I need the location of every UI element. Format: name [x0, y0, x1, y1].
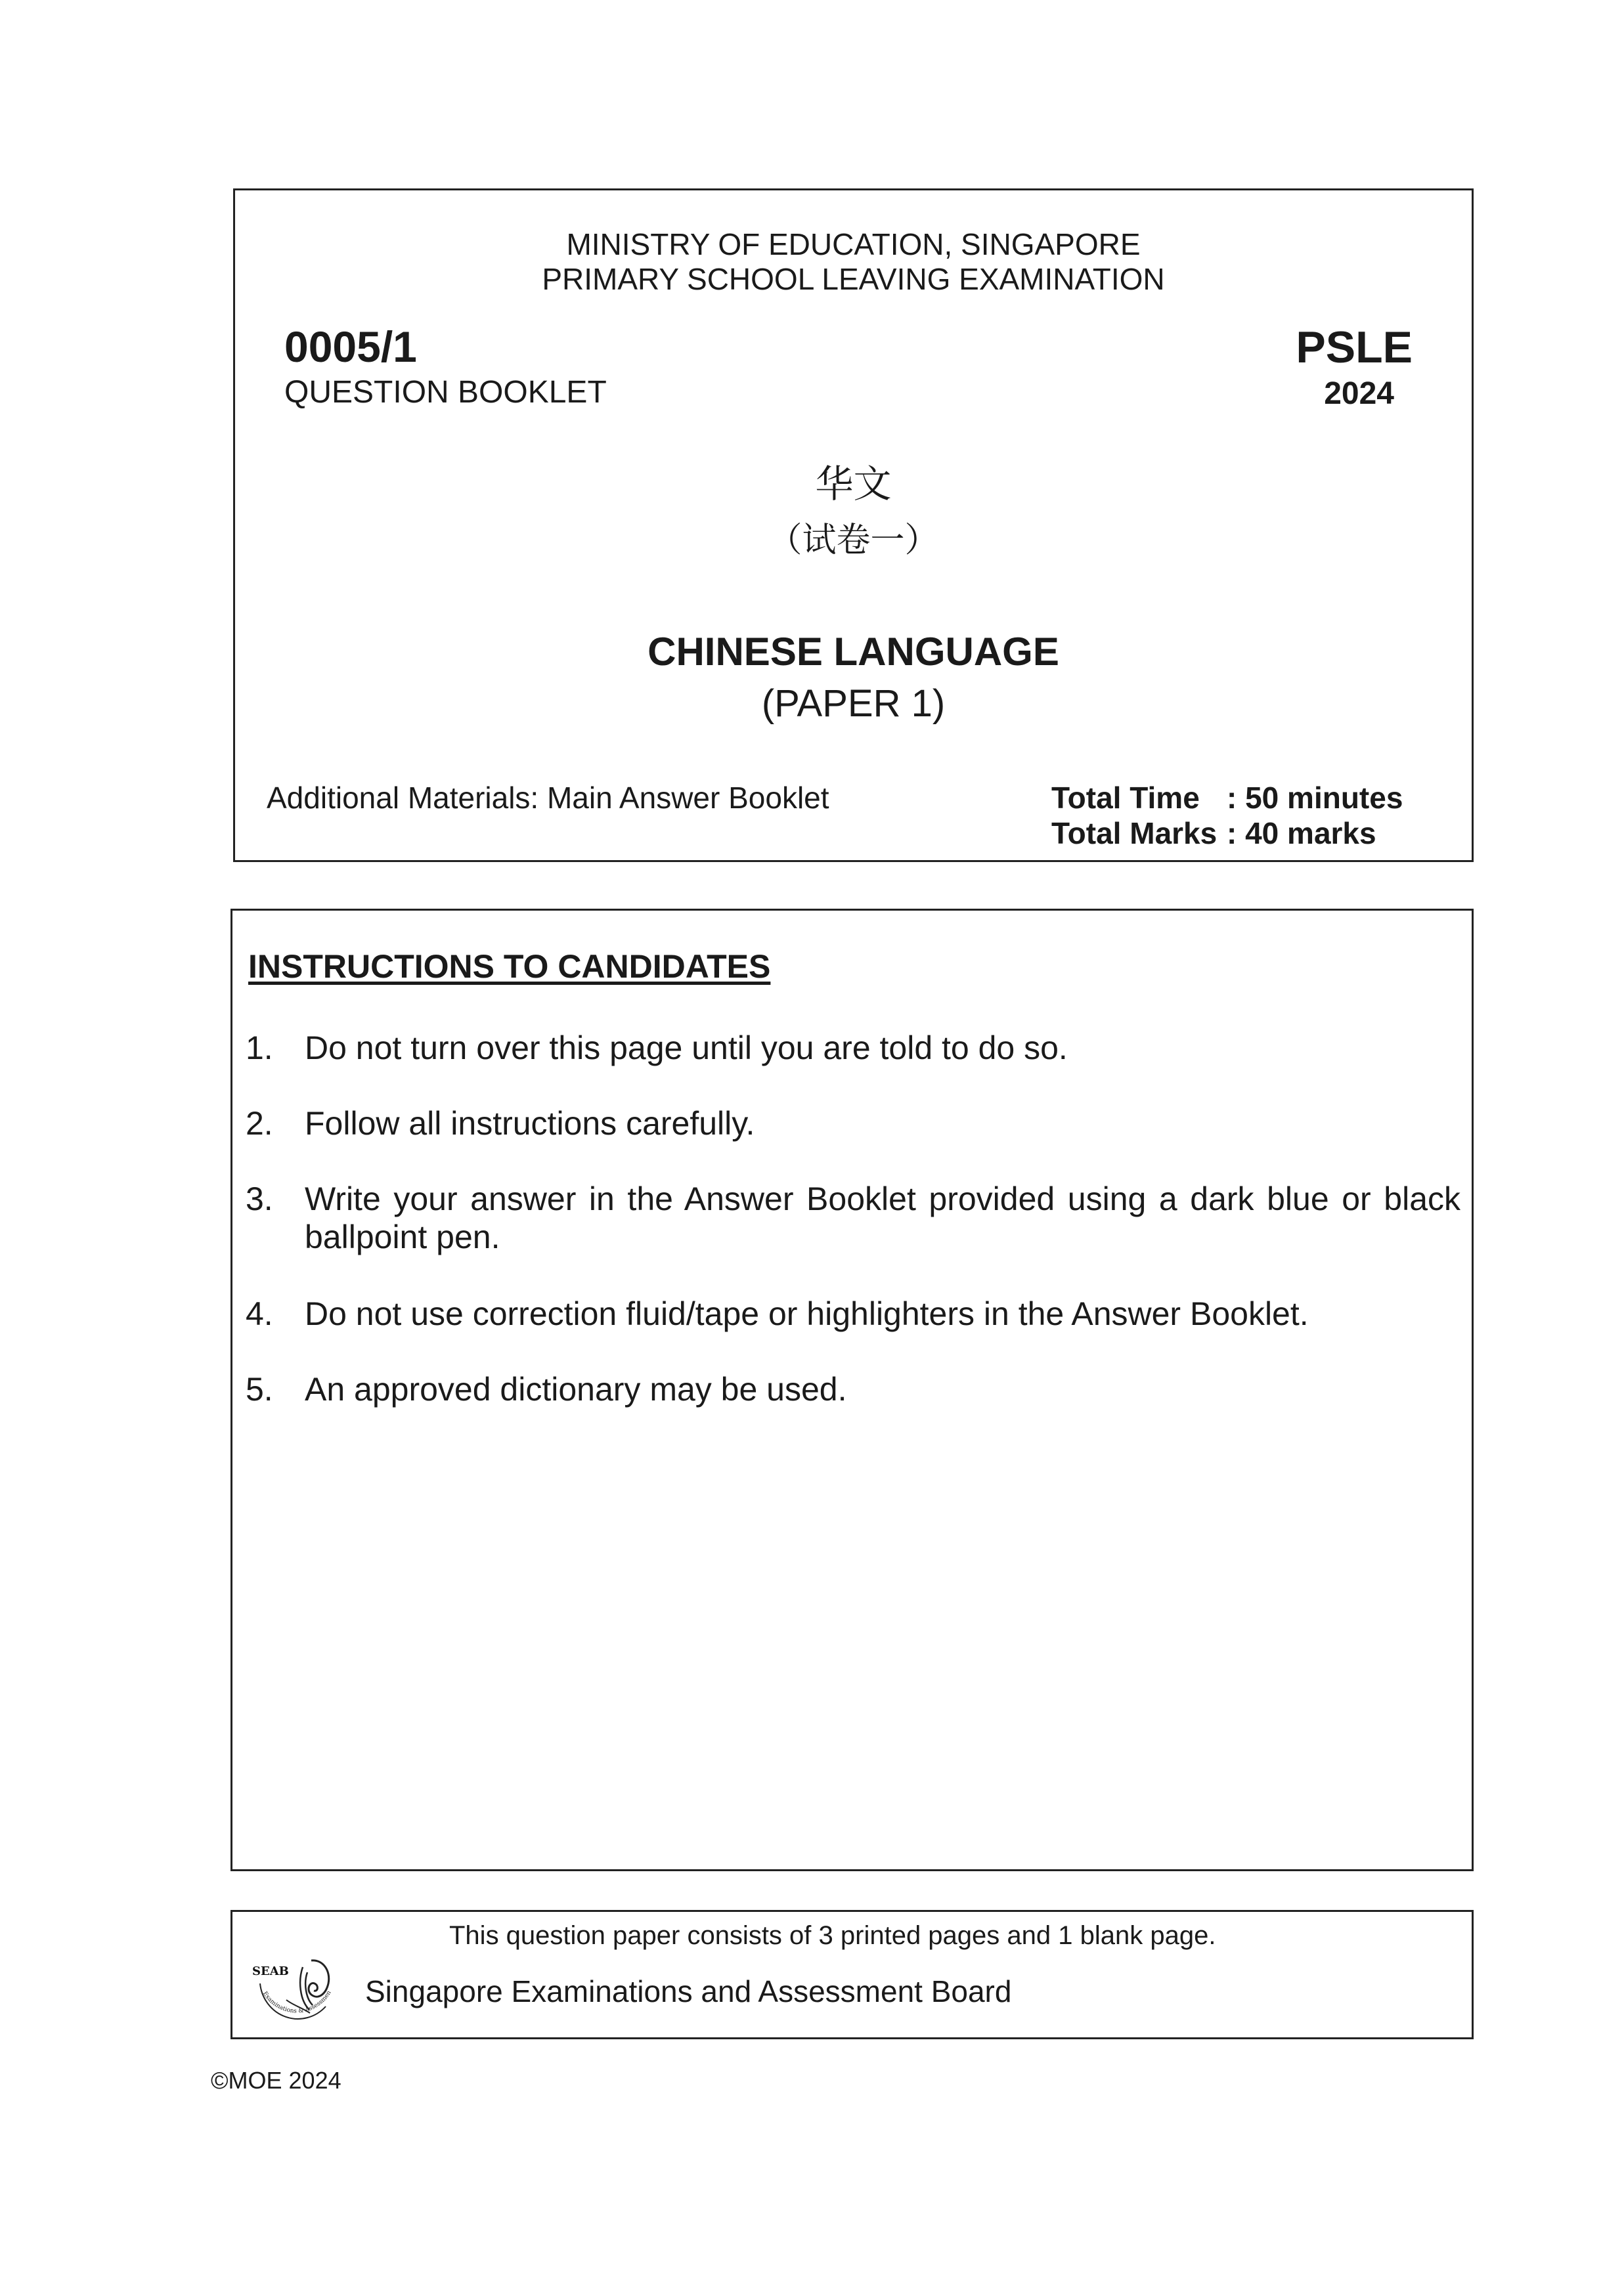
additional-materials: Additional Materials: Main Answer Booklet — [267, 781, 829, 815]
instruction-text: Do not turn over this page until you are told to do so. — [305, 1029, 1068, 1066]
instruction-number: 3. — [246, 1180, 273, 1217]
cover-header-box — [233, 188, 1474, 862]
logo-seab-text: SEAB — [252, 1964, 289, 1978]
total-marks-value: : 40 marks — [1227, 816, 1376, 850]
instructions-box — [230, 909, 1474, 1871]
booklet-type: QUESTION BOOKLET — [284, 375, 607, 410]
instruction-text: An approved dictionary may be used. — [305, 1371, 847, 1408]
pages-note: This question paper consists of 3 printed pages and 1 blank page. — [449, 1921, 1216, 1950]
subject-english: CHINESE LANGUAGE — [647, 630, 1059, 674]
paper-code: 0005/1 — [284, 322, 417, 371]
instruction-number: 4. — [246, 1295, 273, 1332]
seab-logo-icon — [247, 1921, 345, 2029]
paper-english: (PAPER 1) — [761, 682, 946, 725]
lion-head-icon — [309, 1960, 329, 1997]
subject-chinese: 华文 — [815, 462, 892, 506]
board-name: Singapore Examinations and Assessment Board — [365, 1974, 1012, 2008]
total-marks-label: Total Marks — [1051, 816, 1218, 850]
instructions-title: INSTRUCTIONS TO CANDIDATES — [248, 948, 771, 985]
instruction-text: Do not use correction fluid/tape or highlighters in the Answer Booklet. — [305, 1295, 1309, 1332]
copyright: ©MOE 2024 — [211, 2067, 341, 2094]
instruction-number: 2. — [246, 1105, 273, 1142]
logo-ring-bottom-text: Examinations & Assessmen — [261, 1989, 333, 2015]
instruction-text: Write your answer in the Answer Booklet provided using a dark blue or black ballpoint pen. — [305, 1180, 1460, 1255]
footer-box — [230, 1910, 1474, 2039]
instruction-number: 1. — [246, 1029, 273, 1066]
exam-abbrev: PSLE — [1296, 322, 1413, 372]
logo-ring-top-text — [247, 1921, 294, 1923]
exam-year: 2024 — [1324, 376, 1394, 411]
paper-chinese: （试卷一） — [768, 521, 939, 560]
total-time-label: Total Time — [1051, 781, 1200, 815]
ministry-line: MINISTRY OF EDUCATION, SINGAPORE — [566, 227, 1141, 261]
instruction-text: Follow all instructions carefully. — [305, 1105, 755, 1142]
seab-logo — [247, 1921, 345, 2029]
exam-name-line: PRIMARY SCHOOL LEAVING EXAMINATION — [542, 262, 1165, 296]
instruction-number: 5. — [246, 1371, 273, 1408]
total-time-value: : 50 minutes — [1227, 781, 1403, 815]
